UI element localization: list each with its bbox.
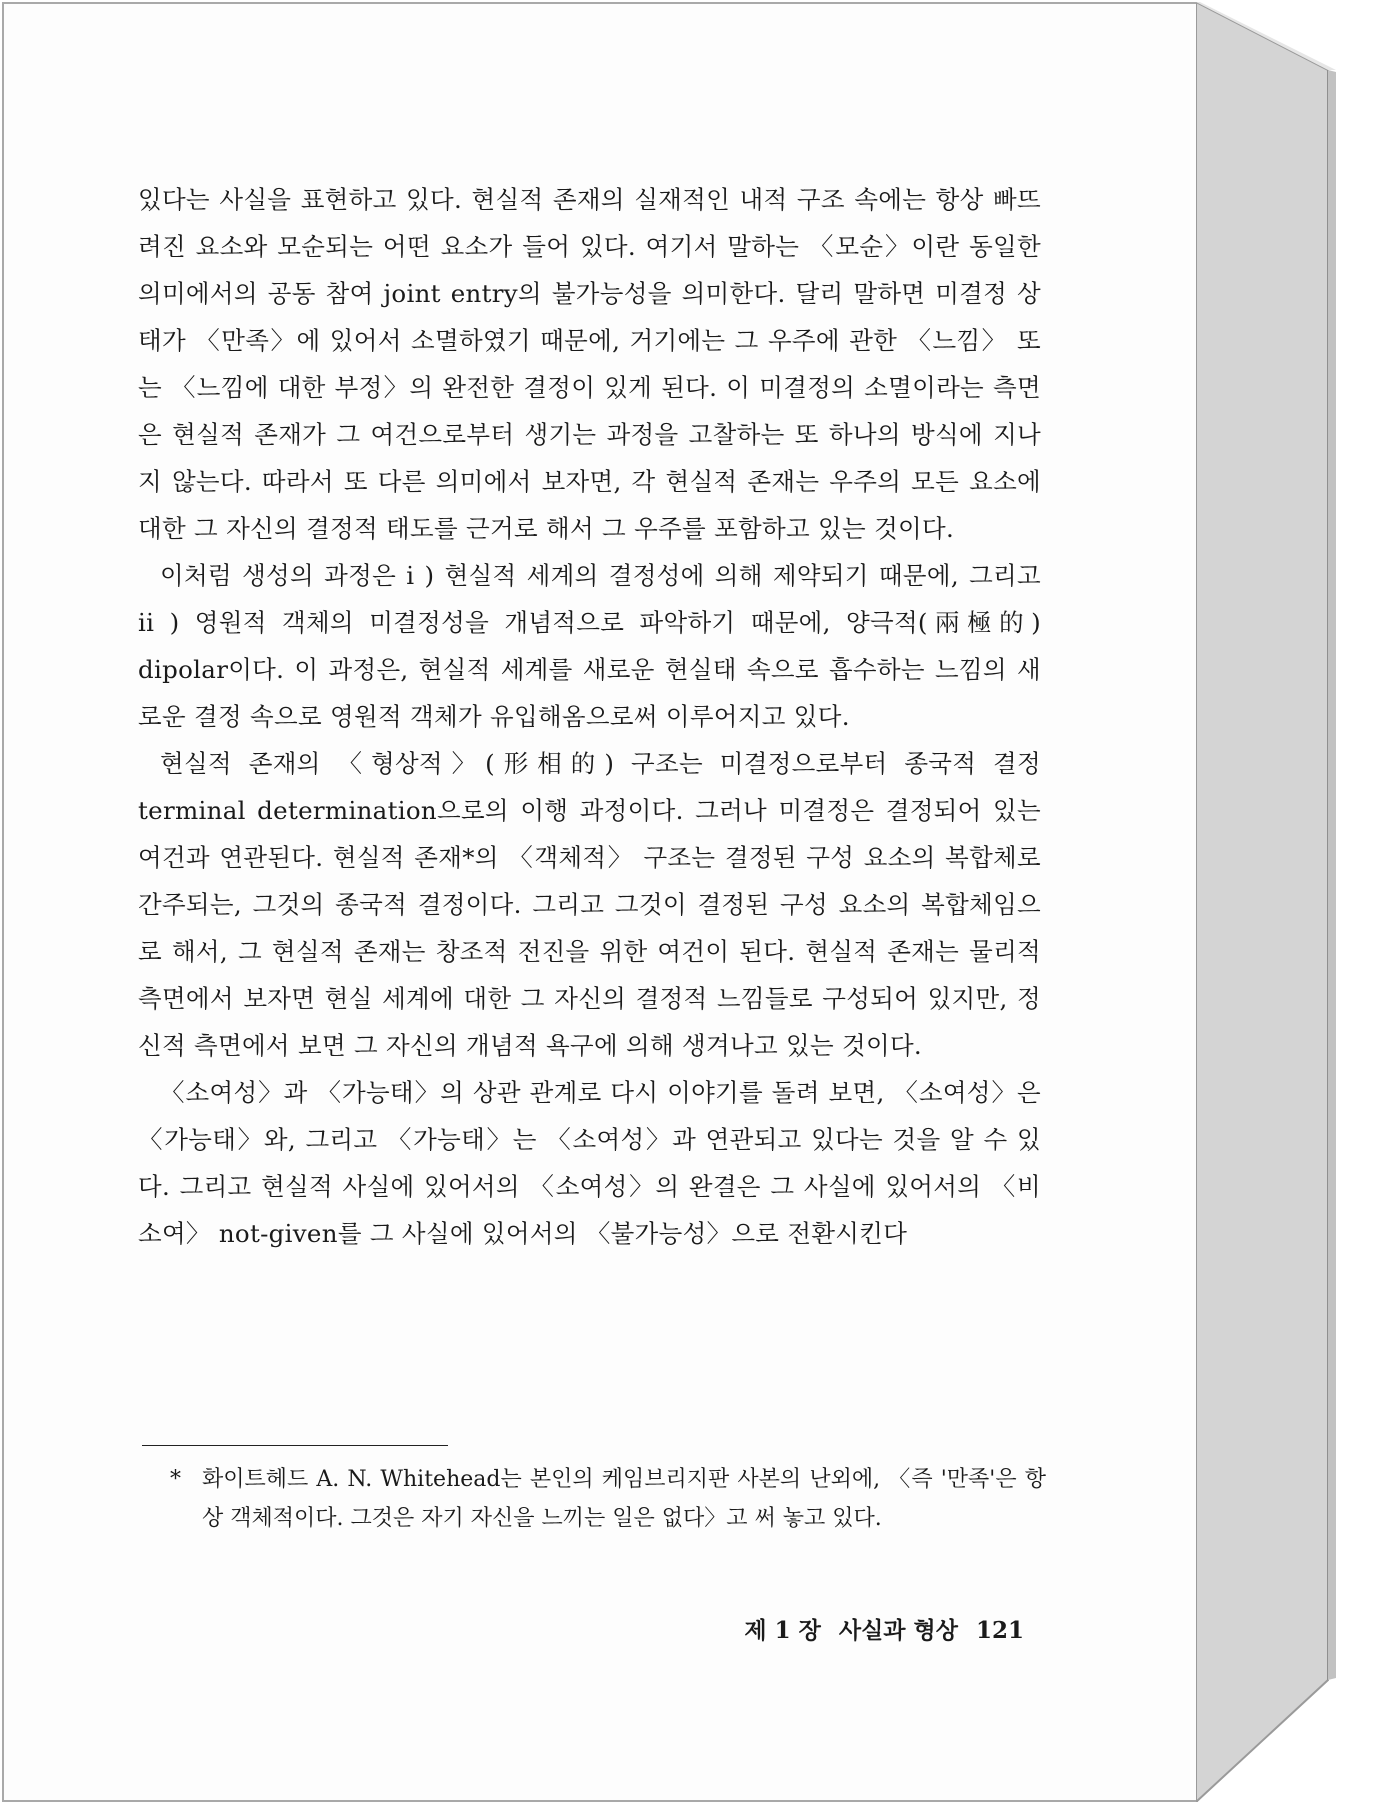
paragraph-4: 〈소여성〉과 〈가능태〉의 상관 관계로 다시 이야기를 돌려 보면, 〈소여성〉은 〈가능태〉와, 그리고 〈가능태〉는 〈소여성〉과 연관되고 있다는 것을 알 수 있다. 그리고 현실적 사실에 있어서의 〈소여성〉의 완결은 그 사실에 있어서의 〈비소여〉 not-given를 그 사실에 있어서의 〈불가능성〉으로 전환시킨다 — [138, 1078, 1041, 1248]
running-footer — [704, 1612, 1024, 1645]
footnote-text: 화이트헤드 A. N. Whitehead는 본인의 케임브리지판 사본의 난외에, 〈즉 '만족'은 항상 객체적이다. 그것은 자기 자신을 느끼는 일은 없다〉고 써 놓고 있다. — [202, 1467, 1046, 1531]
footer-chapter: 제 1 장 — [744, 1617, 821, 1644]
book-spine-edge — [1196, 2, 1373, 1802]
page-number: 121 — [975, 1617, 1024, 1644]
footnote — [170, 1460, 1046, 1538]
footnote-asterisk: * — [170, 1467, 181, 1492]
book-edge-shape — [1196, 2, 1373, 1802]
paragraph-3: 현실적 존재의 〈형상적〉(形相的) 구조는 미결정으로부터 종국적 결정 terminal determination으로의 이행 과정이다. 그러나 미결정은 결정되어 있는 여건과 연관된다. 현실적 존재*의 〈객체적〉 구조는 결정된 구성 요소의 복합체로 간주되는, 그것의 종국적 결정이다. 그리고 그것이 결정된 구성 요소의 복합체임으로 해서, 그 현실적 존재는 창조적 전진을 위한 여건이 된다. 현실적 존재는 물리적 측면에서 보자면 현실 세계에 대한 그 자신의 결정적 느낌들로 구성되어 있지만, 정신적 측면에서 보면 그 자신의 개념적 욕구에 의해 생겨나고 있는 것이다. — [138, 749, 1041, 1060]
paragraph-1: 있다는 사실을 표현하고 있다. 현실적 존재의 실재적인 내적 구조 속에는 항상 빠뜨려진 요소와 모순되는 어떤 요소가 들어 있다. 여기서 말하는 〈모순〉이란 동일한 의미에서의 공동 참여 joint entry의 불가능성을 의미한다. 달리 말하면 미결정 상태가 〈만족〉에 있어서 소멸하였기 때문에, 거기에는 그 우주에 관한 〈느낌〉 또는 〈느낌에 대한 부정〉의 완전한 결정이 있게 된다. 이 미결정의 소멸이라는 측면은 현실적 존재가 그 여건으로부터 생기는 과정을 고찰하는 또 하나의 방식에 지나지 않는다. 따라서 또 다른 의미에서 보자면, 각 현실적 존재는 우주의 모든 요소에 대한 그 자신의 결정적 태도를 근거로 해서 그 우주를 포함하고 있는 것이다. — [138, 185, 1041, 543]
body-text — [138, 176, 1041, 1257]
book-page — [2, 2, 1198, 1802]
footer-title: 사실과 형상 — [838, 1617, 958, 1644]
footnote-divider — [142, 1445, 448, 1446]
paragraph-2: 이처럼 생성의 과정은 i ) 현실적 세계의 결정성에 의해 제약되기 때문에, 그리고 ii ) 영원적 객체의 미결정성을 개념적으로 파악하기 때문에, 양극적(兩極的) dipolar이다. 이 과정은, 현실적 세계를 새로운 현실태 속으로 흡수하는 느낌의 새로운 결정 속으로 영원적 객체가 유입해옴으로써 이루어지고 있다. — [138, 561, 1041, 731]
